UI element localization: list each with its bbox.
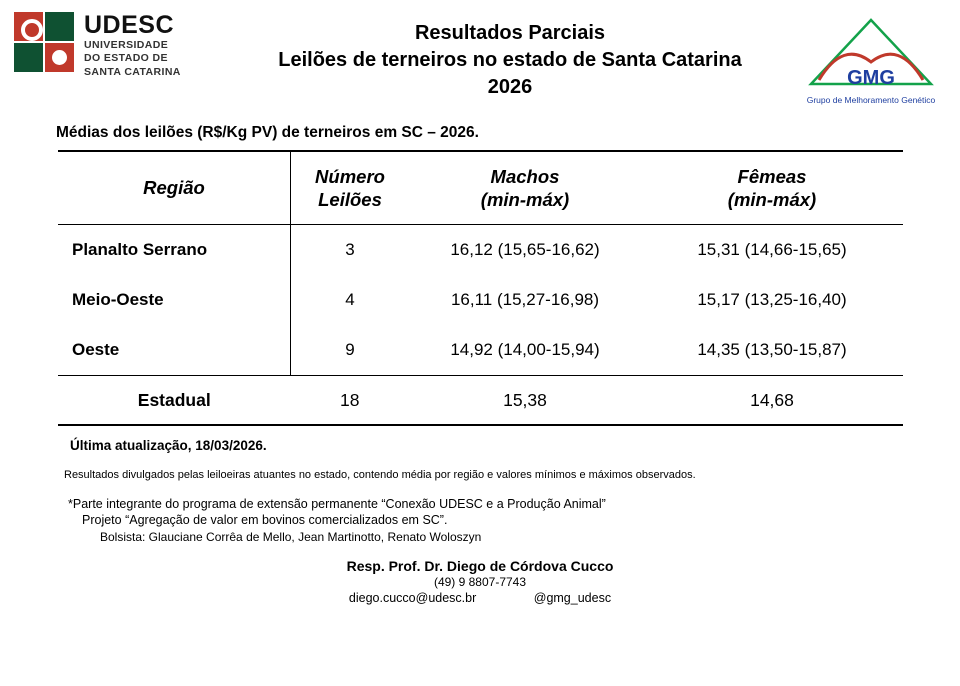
cell-region: Oeste bbox=[58, 325, 291, 376]
cell-males: 14,92 (14,00-15,94) bbox=[409, 325, 641, 376]
note-project: Projeto “Agregação de valor em bovinos comercializados em SC”. bbox=[82, 513, 448, 527]
gmg-logo-caption: Grupo de Melhoramento Genético bbox=[806, 95, 936, 105]
cell-females: 15,17 (13,25-16,40) bbox=[697, 290, 847, 309]
column-header-region: Região bbox=[58, 151, 291, 225]
table-row bbox=[58, 325, 903, 376]
note-last-update: Última atualização, 18/03/2026. bbox=[70, 438, 267, 453]
contact-email[interactable]: diego.cucco@udesc.br bbox=[348, 591, 477, 605]
footnotes bbox=[0, 426, 960, 544]
cell-males: 16,11 (15,27-16,98) bbox=[450, 290, 600, 309]
udesc-logo-line1: UNIVERSIDADE bbox=[84, 39, 169, 52]
table-row bbox=[58, 275, 903, 325]
column-header-females bbox=[641, 151, 903, 225]
page-header bbox=[0, 0, 960, 108]
results-table bbox=[58, 150, 903, 426]
contact-responsible: Resp. Prof. Dr. Diego de Córdova Cucco bbox=[346, 558, 614, 574]
gmg-logo-icon bbox=[805, 14, 937, 92]
udesc-logo-line3: SANTA CATARINA bbox=[84, 65, 181, 78]
column-header-females-line2: (min-máx) bbox=[727, 189, 817, 210]
cell-region: Meio-Oeste bbox=[58, 275, 291, 325]
cell-total-region: Estadual bbox=[58, 376, 291, 426]
udesc-logo-line2: DO ESTADO DE bbox=[84, 52, 168, 65]
cell-males: 16,12 (15,65-16,62) bbox=[450, 240, 600, 259]
table-subtitle: Médias dos leilões (R$/Kg PV) de terneiros em SC – 2026. bbox=[56, 124, 479, 141]
cell-total-males: 15,38 bbox=[409, 376, 641, 426]
note-program: *Parte integrante do programa de extensão permanente “Conexão UDESC e a Produção Animal” bbox=[68, 497, 606, 511]
results-table-wrapper bbox=[0, 150, 960, 426]
cell-auctions: 3 bbox=[345, 240, 355, 259]
udesc-logo bbox=[14, 10, 224, 79]
contact-phone: (49) 9 8807-7743 bbox=[433, 575, 527, 589]
note-scholars: Bolsista: Glauciane Corrêa de Mello, Jean Martinotto, Renato Woloszyn bbox=[100, 530, 482, 544]
title-line-2: Leilões de terneiros no estado de Santa Catarina bbox=[278, 49, 742, 71]
table-header-row bbox=[58, 151, 903, 225]
column-header-males-line2: (min-máx) bbox=[480, 189, 570, 210]
note-source: Resultados divulgados pelas leiloeiras atuantes no estado, contendo média por região e valores mínimos e máximos observados. bbox=[64, 469, 696, 481]
udesc-logo-text bbox=[84, 10, 181, 79]
column-header-males-line1: Machos bbox=[490, 165, 560, 187]
cell-auctions: 4 bbox=[345, 290, 355, 309]
cell-total-auctions: 18 bbox=[291, 376, 410, 426]
cell-total-females: 14,68 bbox=[641, 376, 903, 426]
cell-females: 14,35 (13,50-15,87) bbox=[641, 325, 903, 376]
table-total-row bbox=[58, 376, 903, 426]
contact-block bbox=[0, 558, 960, 605]
cell-region: Planalto Serrano bbox=[58, 225, 291, 276]
page-title bbox=[224, 10, 796, 101]
udesc-logo-name: UDESC bbox=[84, 11, 175, 39]
table-row bbox=[58, 225, 903, 276]
column-header-males bbox=[409, 151, 641, 225]
column-header-auctions-line2: Leilões bbox=[318, 189, 382, 210]
svg-text:GMG: GMG bbox=[847, 67, 895, 89]
column-header-females-line1: Fêmeas bbox=[737, 165, 807, 187]
cell-females: 15,31 (14,66-15,65) bbox=[697, 240, 847, 259]
gmg-logo bbox=[796, 10, 946, 105]
title-line-3: 2026 bbox=[487, 76, 533, 98]
udesc-logo-icon bbox=[14, 12, 76, 74]
column-header-auctions-line1: Número bbox=[315, 165, 385, 187]
contact-social[interactable]: @gmg_udesc bbox=[533, 591, 612, 605]
cell-auctions: 9 bbox=[291, 325, 410, 376]
title-line-1: Resultados Parciais bbox=[414, 22, 606, 44]
column-header-auctions bbox=[291, 151, 410, 225]
